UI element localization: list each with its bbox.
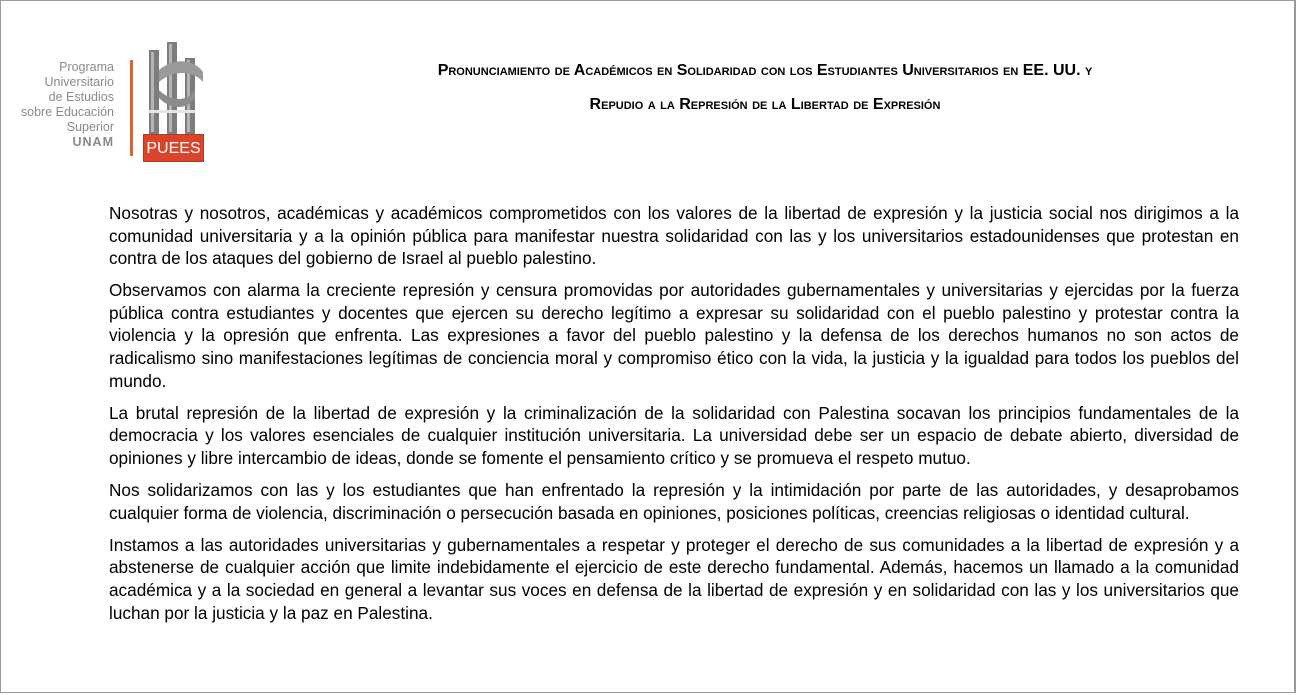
paragraph: Nos solidarizamos con las y los estudiantes que han enfrentado la represión y la intimidación por parte de las autoridades, y desaprobamos cualquier forma de violencia, discriminación o persecución basada en opiniones, posiciones políticas, creencias religiosas o identidad cultural.: [109, 480, 1239, 523]
program-name: [10, 60, 114, 150]
paragraph: Observamos con alarma la creciente represión y censura promovidas por autoridades gubernamentales y universitarias y ejercidas por la fuerza pública contra estudiantes y docentes que ejercen su derecho legítimo a expresar su solidaridad con el pueblo palestino y protestar contra la violencia y la opresión que enfrenta. Las expresiones a favor del pueblo palestino y la defensa de los derechos humanos no son actos de radicalismo sino manifestaciones legítimas de conciencia moral y compromiso ético con la vida, la justicia y la igualdad para todos los pueblos del mundo.: [109, 280, 1239, 391]
puees-badge: PUEES: [143, 134, 204, 162]
logo-divider: [130, 60, 133, 156]
program-line: sobre Educación: [20, 105, 114, 119]
unam-label: UNAM: [72, 135, 114, 149]
document-title: [240, 54, 1290, 122]
paragraph: Instamos a las autoridades universitarias y gubernamentales a respetar y proteger el derecho de sus comunidades a la libertad de expresión y a abstenerse de cualquier acción que limite indebidamente el ejercicio de este derecho fundamental. Además, hacemos un llamado a la comunidad académica y a la sociedad en general a levantar sus voces en defensa de la libertad de expresión y en solidaridad con las y los universitarios que luchan por la justicia y la paz en Palestina.: [109, 534, 1239, 623]
program-line: de Estudios: [48, 90, 114, 104]
title-line-1: Pronunciamiento de Académicos en Solidaridad con los Estudiantes Universitarios en EE. UU. y: [437, 62, 1093, 79]
document-body: [109, 202, 1239, 634]
paragraph: La brutal represión de la libertad de expresión y la criminalización de la solidaridad con Palestina socavan los principios fundamentales de la democracia y los valores esenciales de cualquier institución universitaria. La universidad debe ser un espacio de debate abierto, diversidad de opiniones y libre intercambio de ideas, donde se fomente el pensamiento crítico y se promueva el respeto mutuo.: [109, 402, 1239, 468]
paragraph: Nosotras y nosotros, académicas y académicos comprometidos con los valores de la libertad de expresión y la justicia social nos dirigimos a la comunidad universitaria y a la opinión pública para manifestar nuestra solidaridad con las y los universitarios estadounidenses que protestan en contra de los ataques del gobierno de Israel al pueblo palestino.: [109, 203, 1239, 269]
title-line-2: Repudio a la Represión de la Libertad de Expresión: [589, 96, 941, 113]
program-line: Programa: [59, 60, 114, 74]
program-line: Superior: [66, 120, 114, 134]
program-line: Universitario: [44, 75, 114, 89]
